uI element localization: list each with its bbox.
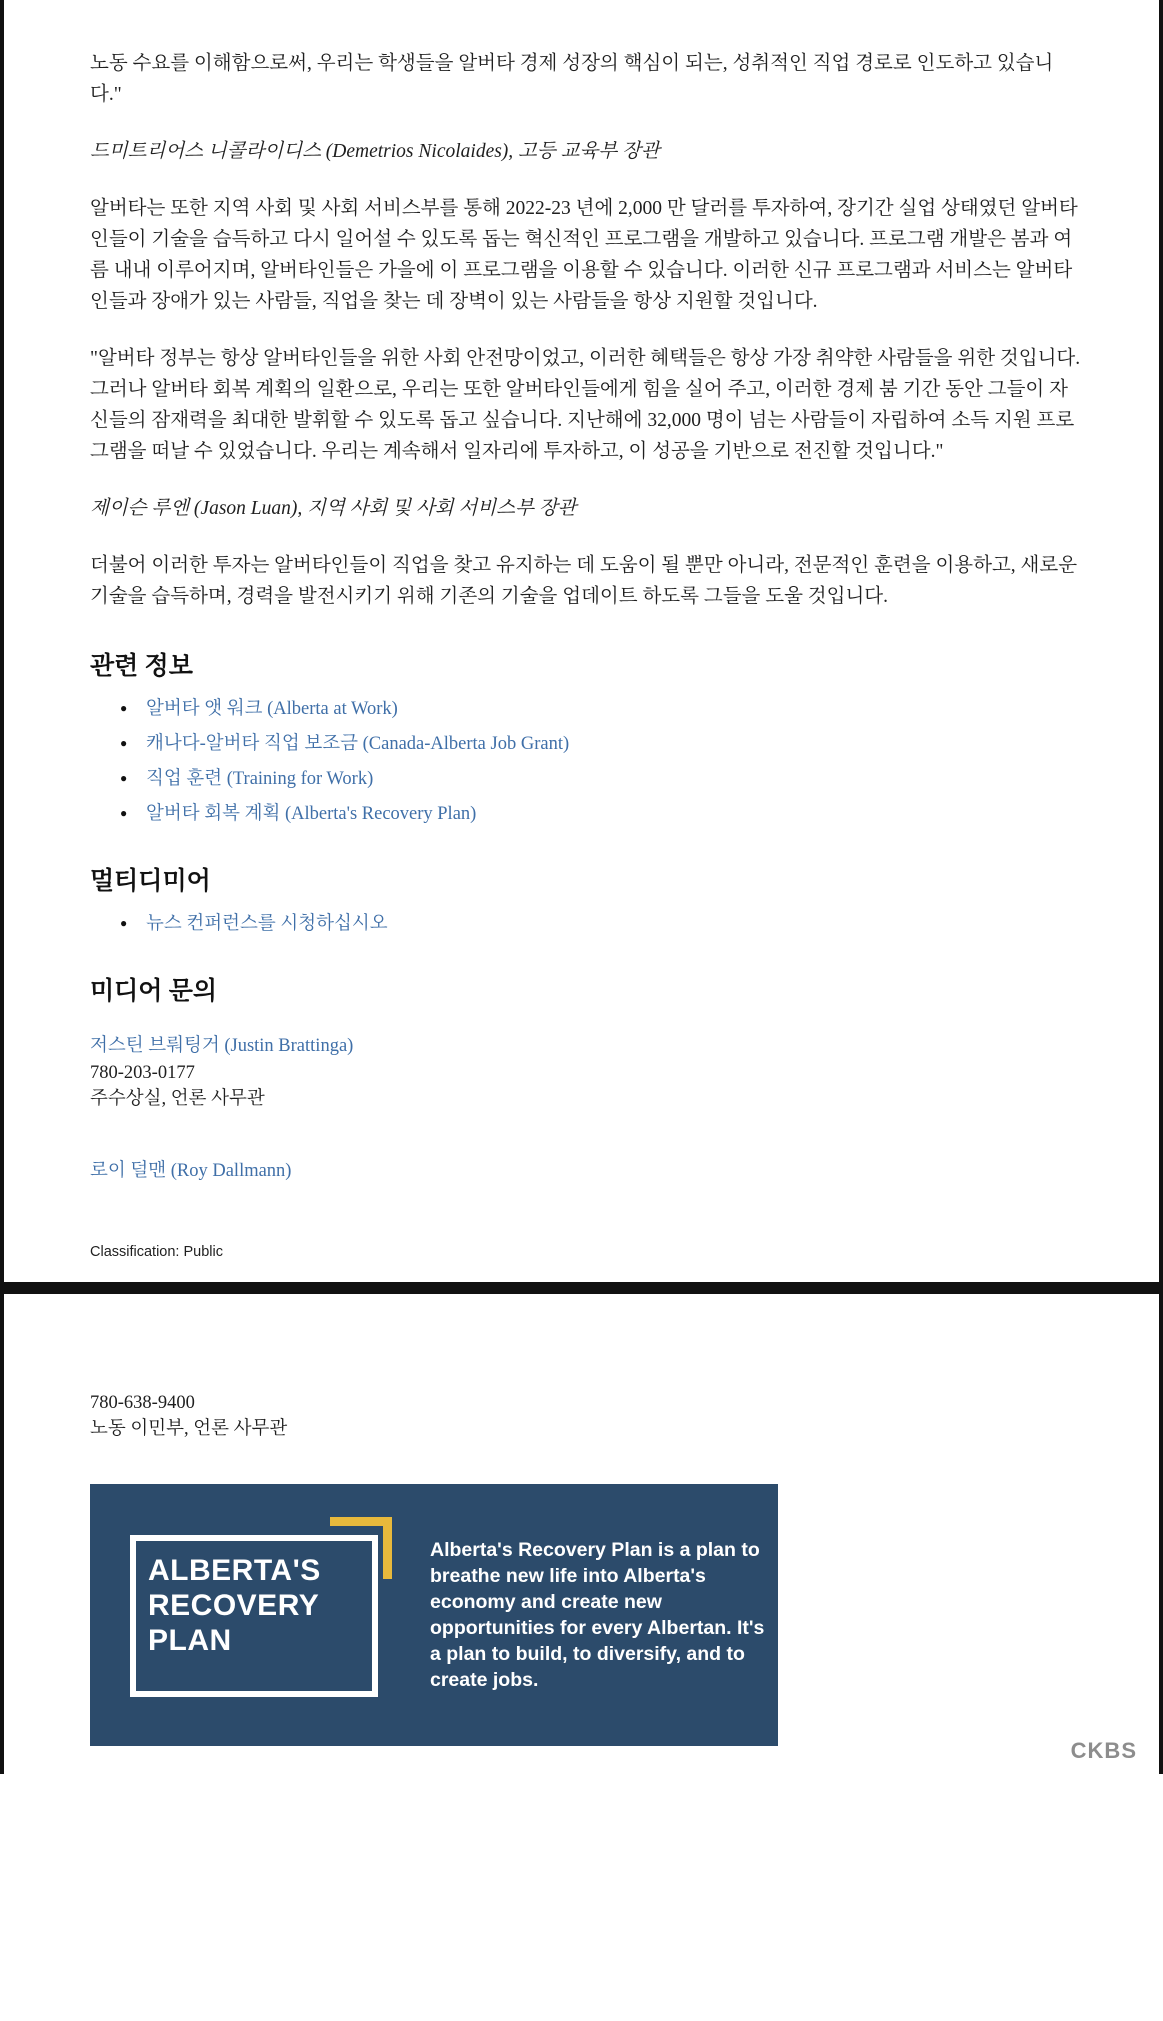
attribution-luan: 제이슨 루엔 (Jason Luan), 지역 사회 및 사회 서비스부 장관	[90, 498, 577, 519]
banner-title-line3: PLAN	[148, 1624, 232, 1657]
list-item[interactable]	[146, 911, 1083, 937]
banner-title	[148, 1553, 321, 1658]
classification-label: Classification: Public	[90, 1244, 223, 1260]
page-left-edge	[0, 0, 4, 1282]
heading-multimedia: 멀티디미어	[90, 868, 211, 895]
banner-logo	[124, 1517, 392, 1713]
multimedia-links-list	[90, 911, 1083, 937]
contact-phone: 780-638-9400	[90, 1393, 195, 1413]
document-page-two	[0, 1294, 1163, 1774]
page-left-edge	[0, 1294, 4, 1774]
contact-phone: 780-203-0177	[90, 1063, 195, 1083]
link-canada-alberta-job-grant[interactable]: 캐나다-알버타 직업 보조금 (Canada-Alberta Job Grant)	[146, 734, 570, 754]
link-watch-news-conference[interactable]: 뉴스 컨퍼런스를 시청하십시오	[146, 914, 388, 934]
link-albertas-recovery-plan[interactable]: 알버타 회복 계획 (Alberta's Recovery Plan)	[146, 804, 477, 824]
contact-name[interactable]: 로이 덜맨 (Roy Dallmann)	[90, 1161, 292, 1181]
contact-role: 노동 이민부, 언론 사무관	[90, 1419, 288, 1439]
page-right-edge	[1159, 1294, 1163, 1774]
attribution-nicolaides: 드미트리어스 니콜라이디스 (Demetrios Nicolaides), 고등 교육부 장관	[90, 141, 660, 162]
paragraph-investment: 알버타는 또한 지역 사회 및 사회 서비스부를 통해 2022-23 년에 2,000 만 달러를 투자하여, 장기간 실업 상태였던 알버타인들이 기술을 습득하고 다시 일어설 수 있도록 돕는 혁신적인 프로그램을 개발하고 있습니다. 프로그램 개발은 봄과 여름 내내 이루어지며, 알버타인들은 가을에 이 프로그램을 이용할 수 있습니다. 이러한 신규 프로그램과 서비스는 알버타인들과 장애가 있는 사람들, 직업을 찾는 데 장벽이 있는 사람들을 항상 지원할 것입니다.	[90, 198, 1078, 312]
list-item[interactable]	[146, 766, 1083, 792]
page-bottom-strip	[0, 1746, 1163, 1774]
contact-spacer	[90, 1112, 1083, 1132]
albertas-recovery-plan-banner	[90, 1484, 778, 1746]
paragraph-quote-luan: "알버타 정부는 항상 알버타인들을 위한 사회 안전망이었고, 이러한 혜택들은 항상 가장 취약한 사람들을 위한 것입니다. 그러나 알버타 회복 계획의 일환으로, 우리는 또한 알버타인들에게 힘을 실어 주고, 이러한 경제 붐 기간 동안 그들이 자신들의 잠재력을 최대한 발휘할 수 있도록 돕고 싶습니다. 지난해에 32,000 명이 넘는 사람들이 자립하여 소득 지원 프로그램을 떠날 수 있었습니다. 우리는 계속해서 일자리에 투자하고, 이 성공을 기반으로 전진할 것입니다."	[90, 348, 1081, 462]
page-right-edge	[1159, 0, 1163, 1282]
page-two-content	[0, 1294, 1163, 1746]
link-alberta-at-work[interactable]: 알버타 앳 워크 (Alberta at Work)	[146, 699, 398, 719]
contact-roy-dallmann	[90, 1158, 1083, 1184]
contact-justin-brattinga	[90, 1033, 1083, 1112]
banner-title-line2: RECOVERY	[148, 1589, 320, 1622]
list-item[interactable]	[146, 801, 1083, 827]
related-links-list	[90, 696, 1083, 827]
list-item[interactable]	[146, 731, 1083, 757]
contact-role: 주수상실, 언론 사무관	[90, 1089, 265, 1109]
watermark: CKBS	[1070, 1738, 1137, 1763]
banner-description: Alberta's Recovery Plan is a plan to breathe new life into Alberta's economy and create new opportunities for every Albertan. It's a plan to build, to diversify, and to create jobs.	[430, 1539, 765, 1691]
heading-media-inquiries: 미디어 문의	[90, 978, 218, 1005]
paragraph-closing: 더불어 이러한 투자는 알버타인들이 직업을 찾고 유지하는 데 도움이 될 뿐만 아니라, 전문적인 훈련을 이용하고, 새로운 기술을 습득하며, 경력을 발전시키기 위해 기존의 기술을 업데이트 하도록 그들을 도울 것입니다.	[90, 555, 1078, 607]
link-training-for-work[interactable]: 직업 훈련 (Training for Work)	[146, 769, 374, 789]
contact-continued	[90, 1390, 1083, 1442]
contact-name[interactable]: 저스틴 브뤄팅거 (Justin Brattinga)	[90, 1036, 354, 1056]
banner-accent-corner-icon	[330, 1517, 392, 1579]
list-item[interactable]	[146, 696, 1083, 722]
heading-related-info: 관련 정보	[90, 653, 193, 680]
paragraph-intro: 노동 수요를 이해함으로써, 우리는 학생들을 알버타 경제 성장의 핵심이 되는, 성취적인 직업 경로로 인도하고 있습니다."	[90, 53, 1054, 105]
banner-title-line1: ALBERTA'S	[148, 1554, 321, 1587]
